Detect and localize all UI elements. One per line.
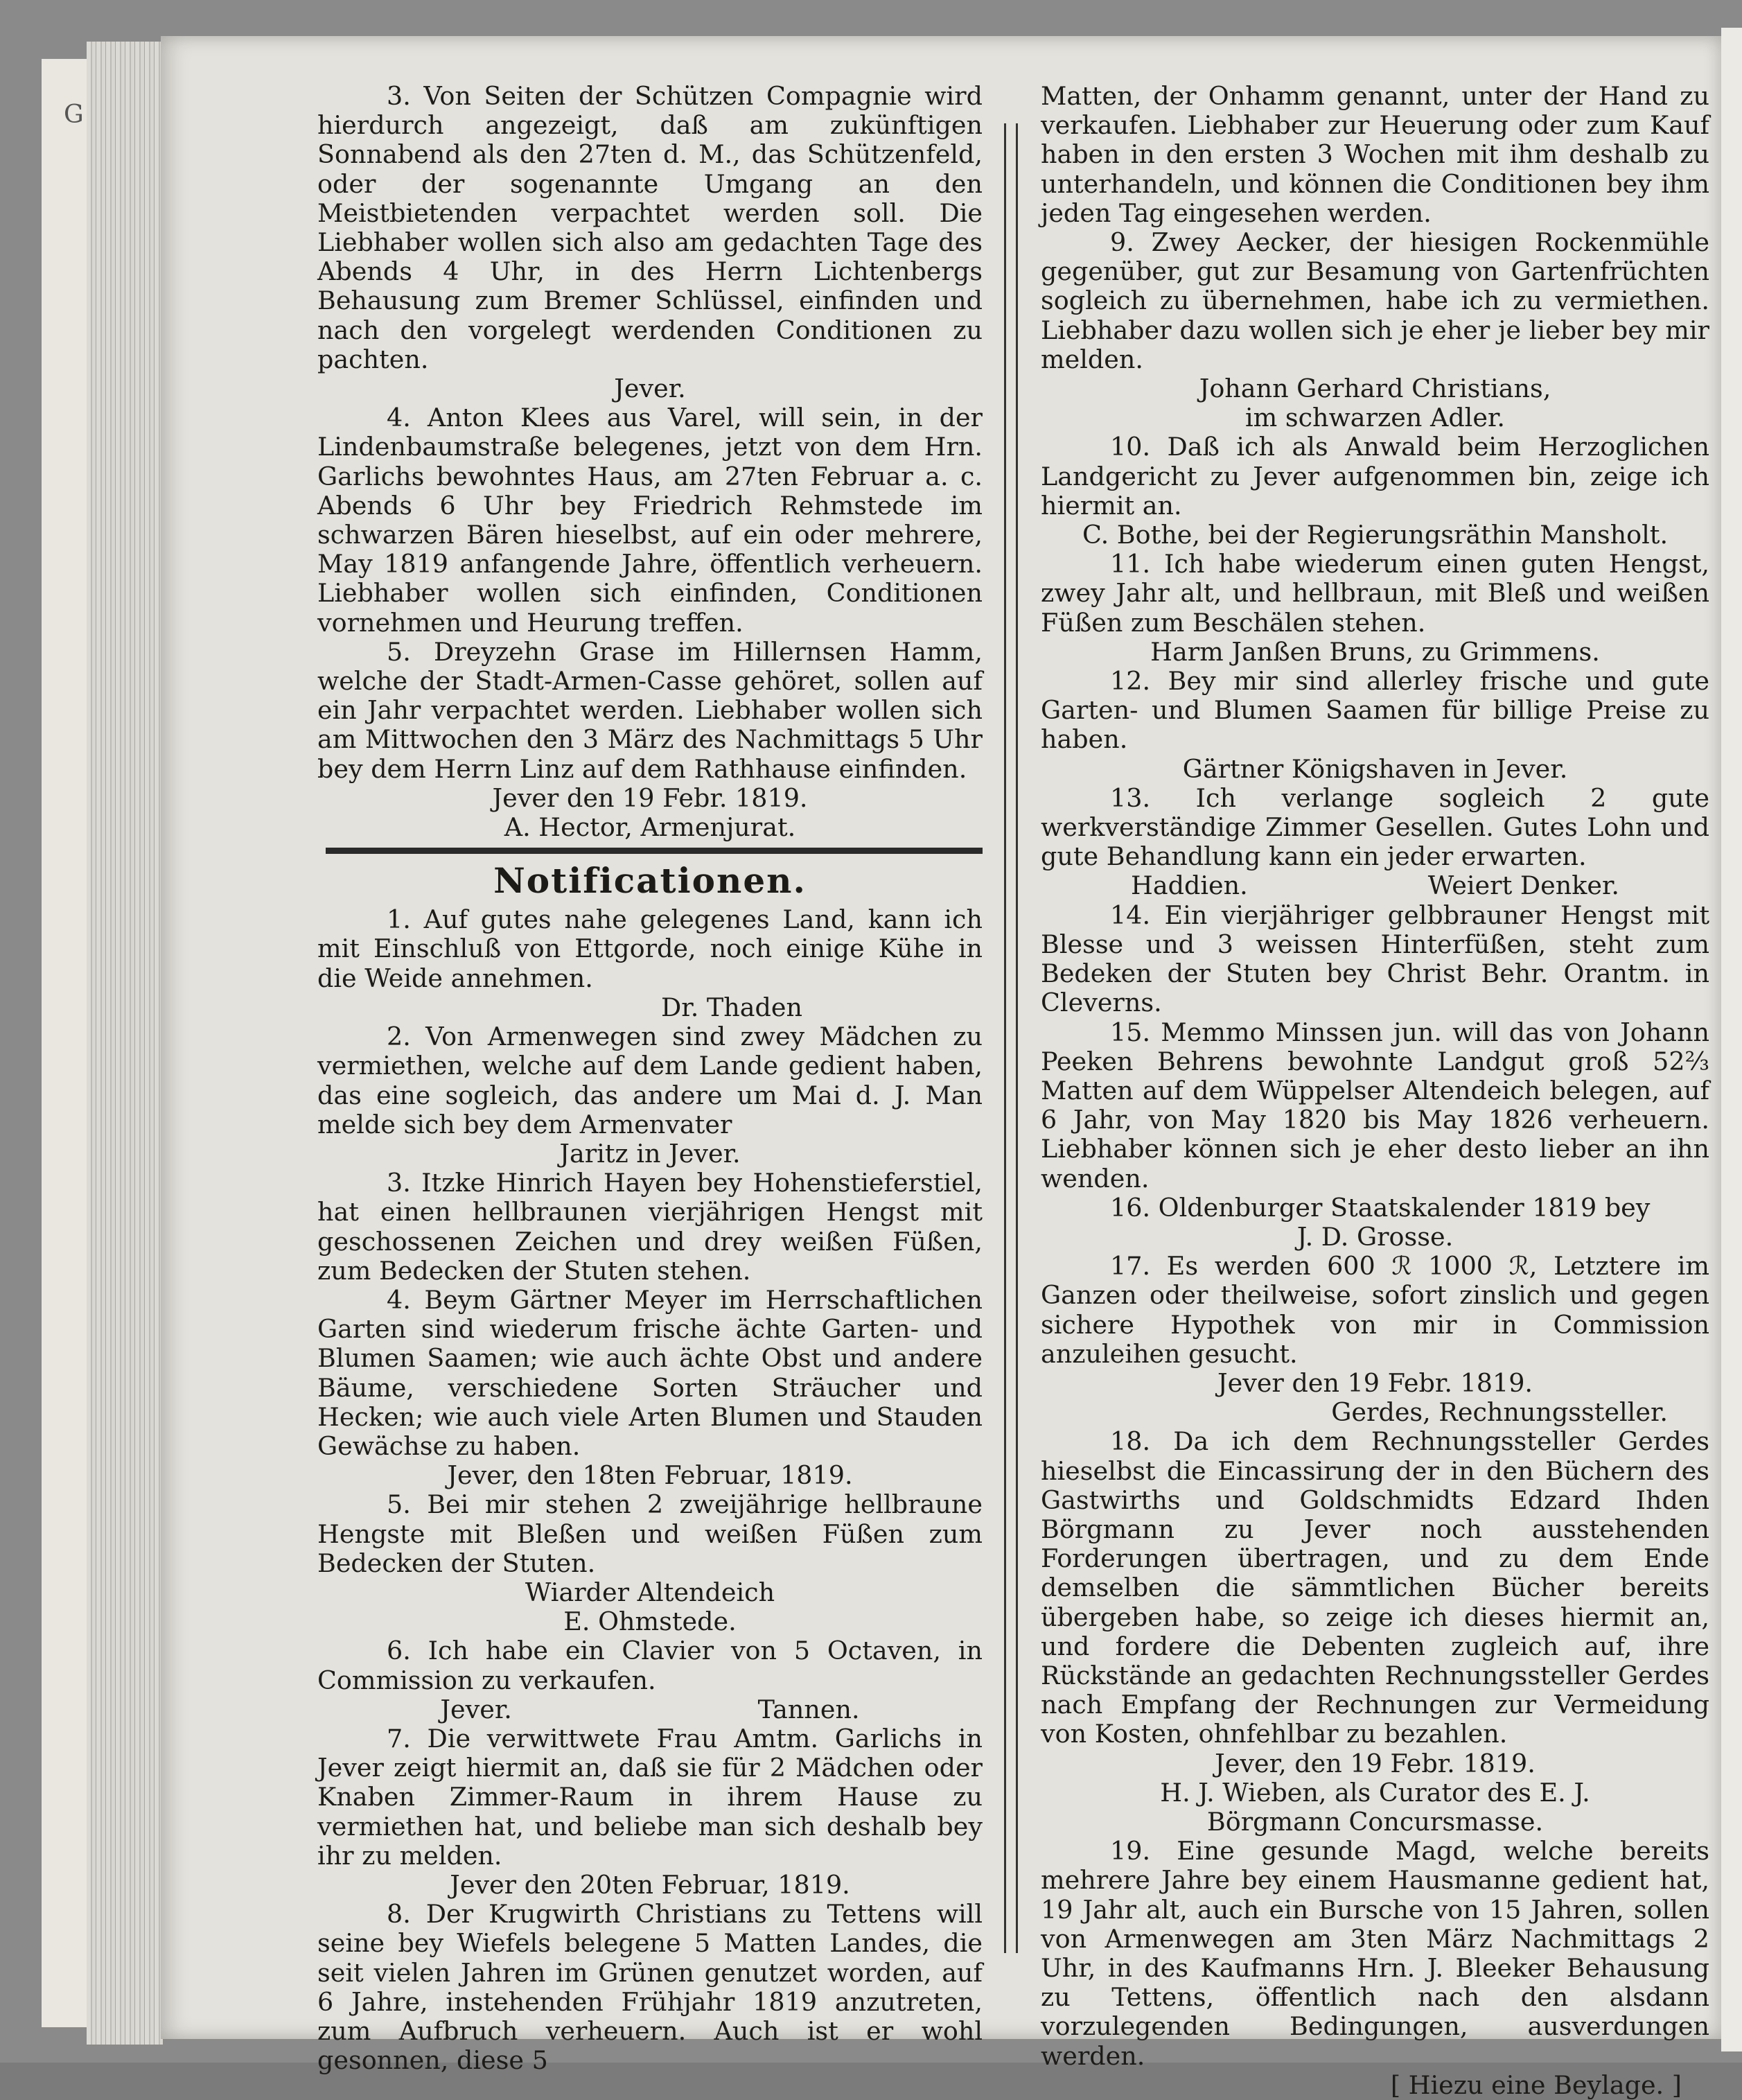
notification-18-signature-1: H. J. Wieben, als Curator des E. J. — [1160, 1777, 1590, 1808]
column-divider — [1004, 123, 1018, 1953]
notification-9: 9. Zwey Aecker, der hiesigen Rockenmühle gegenüber, gut zur Besamung von Gartenfrüchten sogleich zu übernehmen, habe ich zu vermiethen. Liebhaber dazu wollen sich je eher je lieber bey mir melden. — [1041, 227, 1709, 374]
notification-3: 3. Itzke Hinrich Hayen bey Hohenstieferstiel, hat einen hellbraunen vierjährigen Hengst mit geschossenen Zeichen und drey weißen Füßen, zum Bedecken der Stuten stehen. — [317, 1168, 983, 1286]
notification-18: 18. Da ich dem Rechnungssteller Gerdes hieselbst die Eincassirung der in den Büchern des Gastwirths und Goldschmidts Edzard Ihden Börgmann zu Jever noch ausstehenden Forderungen übertragen, und zu dem Ende demselben die sämmtlichen Bücher bereits übergeben habe, so zeige ich dieses hiermit an, und fordere die Debenten zugleich auf, ihre Rückstände an gedachten Rechnungssteller Gerdes nach Empfang der Rechnungen zur Vermeidung von Kosten, ohnfehlbar zu bezahlen. — [1041, 1426, 1709, 1749]
previous-page-sliver — [42, 59, 91, 2027]
notification-12-signature: Gärtner Königshaven in Jever. — [1182, 753, 1568, 784]
notification-10-signature: C. Bothe, bei der Regierungsräthin Mansholt. — [1082, 520, 1669, 550]
notification-6: 6. Ich habe ein Clavier von 5 Octaven, in Commission zu verkaufen. — [317, 1636, 983, 1695]
notification-8-continued: Matten, der Onhamm genannt, unter der Hand zu verkaufen. Liebhaber zur Heuerung oder zum Kauf haben in den ersten 3 Wochen mit ihm deshalb zu unterhandeln, und können die Conditionen bey ihm jeden Tag eingesehen werden. — [1041, 81, 1709, 228]
notification-4-date: Jever, den 18ten Februar, 1819. — [447, 1460, 853, 1491]
notification-16-signature: J. D. Grosse. — [1296, 1221, 1454, 1252]
notification-2: 2. Von Armenwegen sind zwey Mädchen zu vermiethen, welche auf dem Lande gedient haben, das eine sogleich, das andere um Mai d. J. Man melde sich bey dem Armenvater — [317, 1022, 983, 1139]
notification-11: 11. Ich habe wiederum einen guten Hengst, zwey Jahr alt, und hellbraun, mit Bleß und weißen Füßen zum Beschälen stehen. — [1041, 549, 1709, 638]
notification-11-signature: Harm Janßen Bruns, zu Grimmens. — [1150, 636, 1600, 667]
notification-13-signature-name: Weiert Denker. — [1427, 870, 1619, 901]
notice-5-date: Jever den 19 Febr. 1819. — [492, 782, 808, 813]
left-column — [317, 82, 983, 2075]
section-rule — [326, 848, 983, 854]
notice-5-grase: 5. Dreyzehn Grase im Hillernsen Hamm, welche der Stadt-Armen-Casse gehöret, sollen auf ein Jahr verpachtet werden. Liebhaber wollen sich am Mittwochen den 3 März des Nachmittags 5 Uhr bey dem Herrn Linz auf dem Rathhause einfinden. — [317, 636, 983, 784]
section-heading: Notificationen. — [493, 860, 807, 902]
notification-8: 8. Der Krugwirth Christians zu Tettens will seine bey Wiefels belegene 5 Matten Landes, die seit vielen Jahren im Grünen genutzet worden, auf 6 Jahre, instehenden Frühjahr 1819 anzutreten, zum Aufbruch verheuern. Auch ist er wohl gesonnen, diese 5 — [317, 1899, 983, 2076]
notification-1: 1. Auf gutes nahe gelegenes Land, kann ich mit Einschluß von Ettgorde, noch einige Kühe in die Weide annehmen. — [317, 904, 983, 993]
notification-7-date: Jever den 20ten Februar, 1819. — [450, 1869, 850, 1900]
notification-9-signature-place: im schwarzen Adler. — [1245, 403, 1505, 433]
notification-10: 10. Daß ich als Anwald beim Herzoglichen Landgericht zu Jever aufgenommen bin, zeige ich hiermit an. — [1041, 432, 1709, 520]
notice-3-schuetzen: 3. Von Seiten der Schützen Compagnie wird hierdurch angezeigt, daß am zukünftigen Sonnabend als den 27ten d. M., das Schützenfeld, oder der sogenannte Umgang an den Meistbietenden verpachtet werden soll. Die Liebhaber wollen sich also am gedachten Tage des Abends 4 Uhr, in des Herrn Lichtenbergs Behausung zum Bremer Schlüssel, einfinden und nach den vorgelegt werdenden Conditionen zu pachten. — [317, 81, 983, 374]
notification-9-signature-name: Johann Gerhard Christians, — [1199, 374, 1551, 404]
notification-13: 13. Ich verlange sogleich 2 gute werkverständige Zimmer Gesellen. Gutes Lohn und gute Behandlung kann ein jeder erwarten. — [1041, 782, 1709, 872]
notification-17-signature: Gerdes, Rechnungssteller. — [1331, 1397, 1668, 1428]
notification-5: 5. Bei mir stehen 2 zweijährige hellbraune Hengste mit Bleßen und weißen Füßen zum Bedecken der Stuten. — [317, 1489, 983, 1578]
notification-7: 7. Die verwittwete Frau Amtm. Garlichs in Jever zeigt hiermit an, daß sie für 2 Mädchen oder Knaben Zimmer-Raum in ihrem Hause zu vermiethen hat, und beliebe man sich deshalb bey ihr zu melden. — [317, 1723, 983, 1871]
notification-18-signature-2: Börgmann Concursmasse. — [1206, 1806, 1544, 1837]
notification-19: 19. Eine gesunde Magd, welche bereits mehrere Jahre bey einem Hausmanne gedient hat, 19 Jahr alt, auch ein Bursche von 15 Jahren, sollen von Armenwegen am 3ten März Nachmittags 2 Uhr, in des Kaufmanns Hrn. J. Bleeker Behausung zu Tettens, öffentlich nach den alsdann vorzulegenden Bedingungen, ausverdungen werden. — [1041, 1836, 1709, 2071]
notification-5-signature-name: E. Ohmstede. — [563, 1607, 737, 1637]
notification-1-signature: Dr. Thaden — [661, 992, 802, 1022]
notification-16: 16. Oldenburger Staatskalender 1819 bey — [1110, 1192, 1651, 1223]
right-column — [1041, 82, 1709, 2100]
notification-17-date: Jever den 19 Febr. 1819. — [1217, 1367, 1533, 1398]
notification-2-signature: Jaritz in Jever. — [559, 1138, 741, 1169]
right-page-edge — [1721, 28, 1742, 2051]
margin-letter: G — [64, 100, 84, 129]
supplement-note: [ Hiezu eine Beylage. ] — [1390, 2070, 1682, 2100]
notice-3-signature: Jever. — [614, 374, 686, 404]
notification-17: 17. Es werden 600 ℛ 1000 ℛ, Letztere im Ganzen oder theilweise, sofort zinslich und gegen sichere Hypothek von mir in Commission anzuleihen gesucht. — [1041, 1251, 1709, 1369]
notification-18-date: Jever, den 19 Febr. 1819. — [1215, 1748, 1536, 1778]
notification-4: 4. Beym Gärtner Meyer im Herrschaftlichen Garten sind wiederum frische ächte Garten- und Blumen Saamen; wie auch ächte Obst und andere Bäume, verschiedene Sorten Sträucher und Hecken; wie auch viele Arten Blumen und Stauden Gewächse zu haben. — [317, 1284, 983, 1461]
notification-6-signature — [317, 1695, 983, 1724]
notification-13-signature-place: Haddien. — [1131, 870, 1248, 901]
notice-5-signature: A. Hector, Armenjurat. — [504, 812, 796, 843]
notification-12: 12. Bey mir sind allerley frische und gute Garten- und Blumen Saamen für billige Preise zu haben. — [1041, 666, 1709, 755]
notification-6-signature-name: Tannen. — [757, 1694, 860, 1724]
notification-15: 15. Memmo Minssen jun. will das von Johann Peeken Behrens bewohnte Landgut groß 52⅔ Matten auf dem Wüppelser Altendeich belegen, auf 6 Jahr, von May 1820 bis May 1826 verheuern. Liebhaber können sich je eher desto lieber an ihn wenden. — [1041, 1017, 1709, 1193]
notification-13-signature — [1041, 871, 1709, 900]
notice-4-klees: 4. Anton Klees aus Varel, will sein, in der Lindenbaumstraße belegenes, jetzt von dem Hrn. Garlichs bewohntes Haus, am 27ten Februar a. c. Abends 6 Uhr bey Friedrich Rehmstede im schwarzen Bären hieselbst, auf ein oder mehrere, May 1819 anfangende Jahre, öffentlich verheuern. Liebhaber wollen sich einfinden, Conditionen vornehmen und Heurung treffen. — [317, 403, 983, 638]
notification-6-signature-place: Jever. — [440, 1694, 512, 1724]
notification-5-signature-place: Wiarder Altendeich — [525, 1577, 775, 1607]
notification-14: 14. Ein vierjähriger gelbbrauner Hengst mit Blesse und 3 weissen Hinterfüßen, steht zum Bedeken der Stuten bey Christ Behr. Orantm. in Cleverns. — [1041, 900, 1709, 1018]
page-stack-edges — [87, 42, 163, 2045]
